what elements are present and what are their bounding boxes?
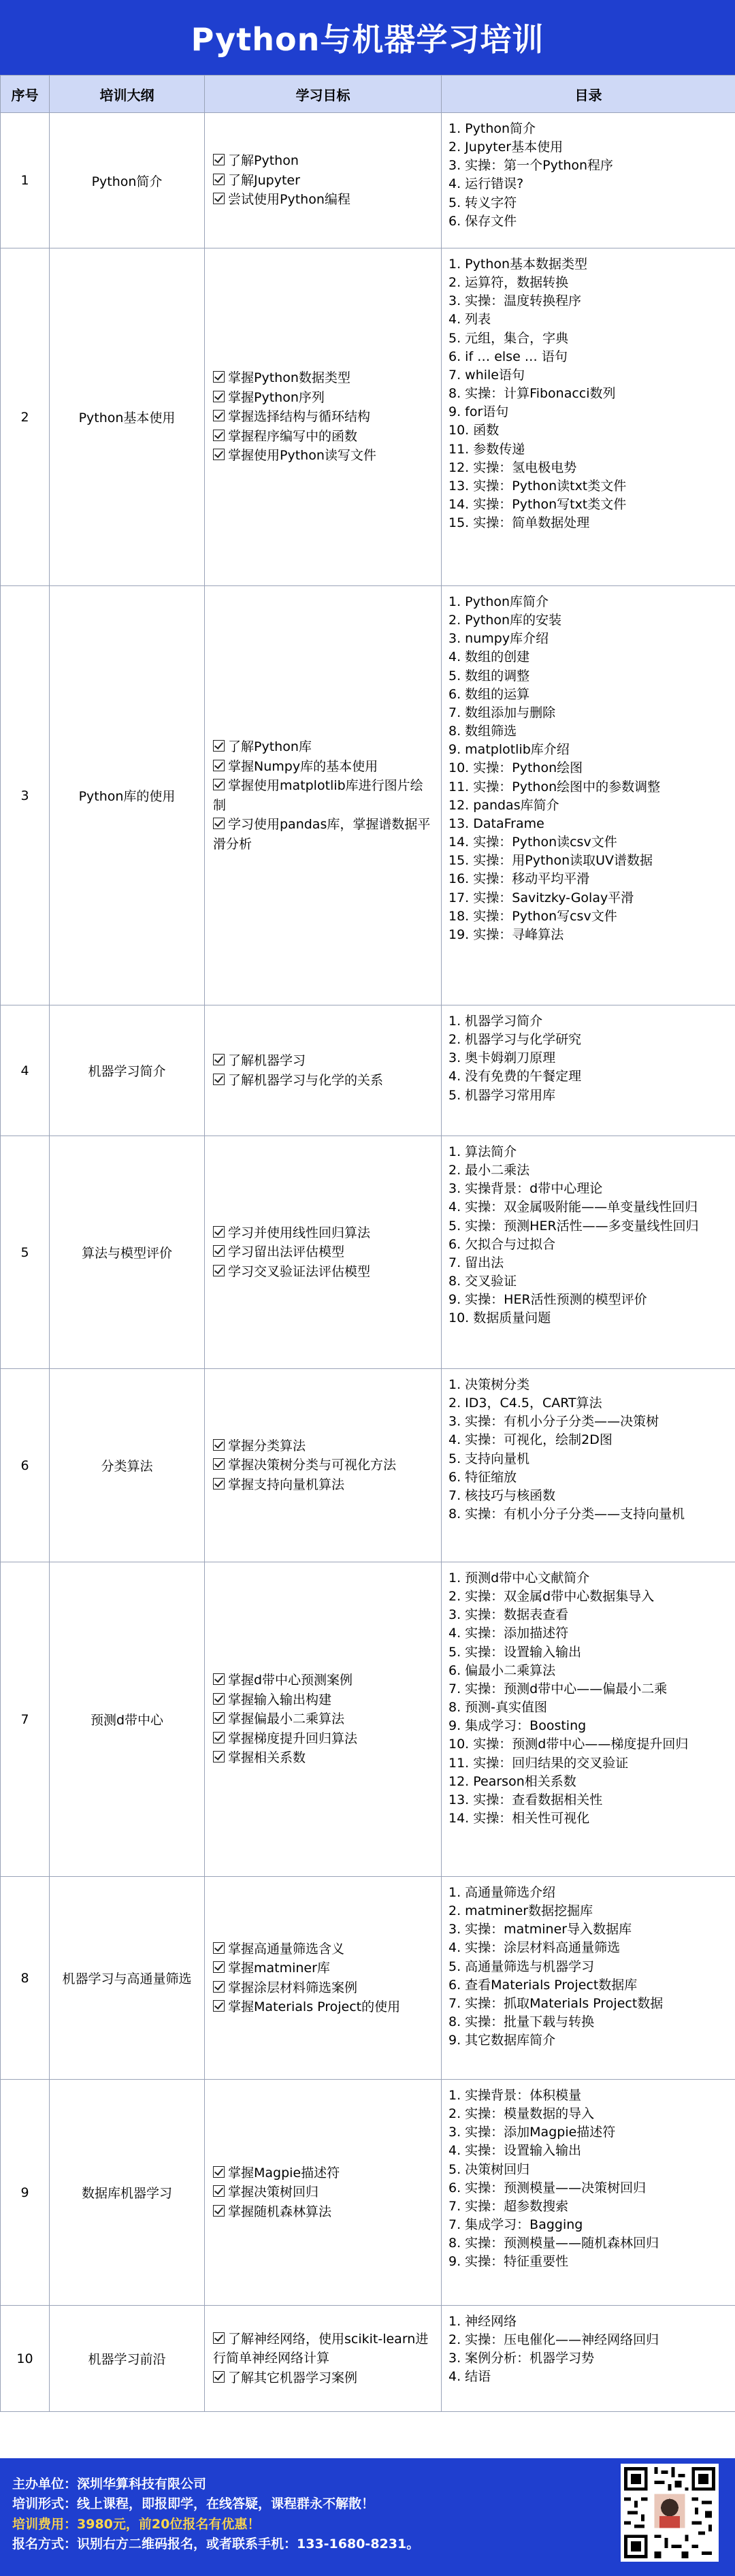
goals-cell (205, 1562, 442, 1877)
topic-item: 10. 实操：Python绘图 (448, 760, 583, 776)
checkbox-icon (213, 1732, 225, 1743)
row-number: 10 (1, 2306, 50, 2412)
checkbox-icon (213, 1245, 225, 1257)
checkbox-icon (213, 1673, 225, 1685)
topic-item: 7. 集成学习：Bagging (448, 2217, 583, 2233)
goal-item (213, 1475, 433, 1495)
topic-item: 8. 数组筛选 (448, 724, 517, 739)
topic-item: 4. 实操：双金属吸附能——单变量线性回归 (448, 1200, 698, 1215)
topic-item: 5. 数组的调整 (448, 668, 530, 683)
outline-cell: Python库的使用 (50, 586, 205, 1005)
topics-cell (442, 1005, 735, 1136)
topic-item: 2. 运算符，数据转换 (448, 275, 569, 291)
goal-text: 了解机器学习 (228, 1053, 306, 1068)
topics-cell (442, 1369, 735, 1562)
checkbox-icon (213, 1751, 225, 1762)
row-number: 6 (1, 1369, 50, 1562)
topic-item: 6. 数组的运算 (448, 686, 530, 702)
table-row (1, 113, 735, 248)
checkbox-icon (213, 410, 225, 421)
goal-item (213, 2183, 433, 2202)
checkbox-icon (213, 2000, 225, 2012)
topic-item: 3. 实操：数据表查看 (448, 1607, 569, 1623)
row-number: 4 (1, 1005, 50, 1136)
topic-item: 5. 实操：设置输入输出 (448, 1644, 582, 1660)
topic-item: 12. Pearson相关系数 (448, 1773, 576, 1789)
topics-cell (442, 248, 735, 586)
row-number: 7 (1, 1562, 50, 1877)
checkbox-icon (213, 1458, 225, 1470)
goal-item (213, 407, 433, 427)
goal-text: 掌握Python数据类型 (228, 370, 350, 386)
checkbox-icon (213, 2185, 225, 2197)
goals-cell (205, 1369, 442, 1562)
topic-item: 5. 实操：预测HER活性——多变量线性回归 (448, 1218, 699, 1234)
goal-text: 掌握Python序列 (228, 389, 325, 405)
qr-code-icon[interactable] (621, 2464, 719, 2562)
topic-item: 1. 算法简介 (448, 1144, 517, 1159)
row-number: 5 (1, 1136, 50, 1369)
topic-item: 13. 实操：查看数据相关性 (448, 1792, 603, 1807)
topic-item: 7. 核技巧与核函数 (448, 1487, 556, 1503)
checkbox-icon (213, 2205, 225, 2217)
topic-item: 1. 预测d带中心文献简介 (448, 1571, 590, 1585)
goal-text: 了解机器学习与化学的关系 (228, 1072, 384, 1088)
topic-item: 5. 机器学习常用库 (448, 1087, 556, 1103)
goals-cell (205, 586, 442, 1005)
goal-text: 了解Python (228, 153, 299, 169)
topic-item: 7. while语句 (448, 367, 525, 383)
topic-item: 7. 实操：预测d带中心——偏最小二乘 (448, 1681, 668, 1696)
checkbox-icon (213, 1981, 225, 1993)
checkbox-icon (213, 1942, 225, 1954)
checkbox-icon (213, 1478, 225, 1490)
outline-cell: Python基本使用 (50, 248, 205, 586)
topic-item: 8. 实操：批量下载与转换 (448, 2014, 595, 2030)
organizer-line: 主办单位：深圳华算科技有限公司 (12, 2477, 207, 2492)
topic-item: 3. numpy库介绍 (448, 631, 549, 647)
topic-item: 2. Jupyter基本使用 (448, 140, 564, 155)
table-row (1, 1005, 735, 1136)
goal-item (213, 815, 433, 854)
topic-item: 1. 实操背景：体积模量 (448, 2088, 582, 2103)
goal-text: 掌握d带中心预测案例 (228, 1673, 353, 1688)
topics-cell (442, 2080, 735, 2306)
topic-item: 7. 实操：超参数搜索 (448, 2198, 569, 2214)
topic-item: 7. 留出法 (448, 1255, 504, 1270)
goal-item (213, 368, 433, 388)
goal-item (213, 737, 433, 757)
topic-item: 1. 机器学习简介 (448, 1014, 543, 1029)
checkbox-icon (213, 1054, 225, 1065)
topic-item: 19. 实操：寻峰算法 (448, 927, 564, 942)
topic-item: 8. 实操：有机小分子分类——支持向量机 (448, 1507, 685, 1522)
topic-item: 9. 实操：特征重要性 (448, 2254, 569, 2270)
topic-item: 3. 实操：第一个Python程序 (448, 158, 614, 174)
header-num: 序号 (1, 76, 50, 113)
table-row (1, 1562, 735, 1877)
topic-item: 11. 参数传递 (448, 441, 525, 457)
checkbox-icon (213, 2332, 225, 2344)
goal-text: 掌握高通量筛选含义 (228, 1941, 345, 1957)
table-row (1, 1136, 735, 1369)
goal-item (213, 1223, 433, 1243)
goal-text: 学习并使用线性回归算法 (228, 1225, 371, 1240)
row-number: 2 (1, 248, 50, 586)
checkbox-icon (213, 1074, 225, 1085)
topics-cell (442, 1877, 735, 2080)
goal-text: 掌握Numpy库的基本使用 (228, 758, 378, 774)
topic-item: 2. matminer数据挖掘库 (448, 1903, 593, 1919)
table-row (1, 2080, 735, 2306)
training-table (0, 75, 735, 2412)
topic-item: 8. 实操：计算Fibonacci数列 (448, 386, 616, 402)
topic-item: 11. 实操：回归结果的交叉验证 (448, 1755, 629, 1771)
table-row (1, 1877, 735, 2080)
goal-item (213, 2202, 433, 2222)
goal-item (213, 1939, 433, 1959)
topic-item: 9. 集成学习：Boosting (448, 1718, 587, 1734)
goals-cell (205, 2306, 442, 2412)
topic-item: 4. 运行错误? (448, 176, 524, 192)
goals-cell (205, 113, 442, 248)
topic-item: 2. ID3，C4.5，CART算法 (448, 1396, 602, 1411)
topic-item: 1. 高通量筛选介绍 (448, 1885, 556, 1900)
row-number: 1 (1, 113, 50, 248)
topic-item: 4. 数组的创建 (448, 649, 530, 665)
topic-item: 8. 交叉验证 (448, 1274, 517, 1289)
header-outline: 培训大纲 (50, 76, 205, 113)
goal-item (213, 1262, 433, 1282)
goal-item (213, 1709, 433, 1729)
goal-text: 掌握分类算法 (228, 1438, 306, 1453)
topic-item: 2. 实操：压电催化——神经网络回归 (448, 2332, 659, 2348)
topic-item: 5. 支持向量机 (448, 1451, 530, 1466)
goal-item (213, 446, 433, 466)
goal-text: 掌握Materials Project的使用 (228, 1999, 401, 2014)
topic-item: 16. 实操：移动平均平滑 (448, 871, 590, 887)
topic-item: 6. 特征缩放 (448, 1469, 517, 1485)
topic-item: 5. 决策树回归 (448, 2161, 530, 2177)
goal-item (213, 171, 433, 191)
topic-item: 9. 实操：HER活性预测的模型评价 (448, 1292, 647, 1308)
topic-item: 4. 实操：可视化，绘制2D图 (448, 1432, 612, 1448)
goal-text: 掌握matminer库 (228, 1961, 330, 1976)
goal-item (213, 2368, 433, 2388)
goal-text: 了解其它机器学习案例 (228, 2370, 358, 2385)
topic-item: 12. 实操：氢电极电势 (448, 460, 577, 475)
goal-text: 掌握偏最小二乘算法 (228, 1711, 345, 1727)
goal-item (213, 1671, 433, 1690)
checkbox-icon (213, 174, 225, 185)
topics-cell (442, 113, 735, 248)
goal-item (213, 1729, 433, 1749)
topic-item: 2. 最小二乘法 (448, 1163, 530, 1178)
goal-item (213, 1997, 433, 2017)
outline-cell: 机器学习前沿 (50, 2306, 205, 2412)
goals-cell (205, 2080, 442, 2306)
topic-item: 4. 实操：设置输入输出 (448, 2143, 582, 2159)
topic-item: 2. Python库的安装 (448, 613, 562, 628)
checkbox-icon (213, 430, 225, 441)
checkbox-icon (213, 371, 225, 383)
goal-text: 掌握程序编写中的函数 (228, 428, 358, 444)
fee-line: 培训费用：3980元，前20位报名有优惠！ (12, 2516, 261, 2532)
goal-text: 掌握决策树回归 (228, 2185, 319, 2200)
topic-item: 6. 实操：预测模量——决策树回归 (448, 2180, 647, 2195)
goal-item (213, 757, 433, 777)
row-number: 9 (1, 2080, 50, 2306)
goal-item (213, 190, 433, 210)
goal-text: 掌握使用matplotlib库进行图片绘制 (213, 778, 423, 813)
goal-text: 了解Python库 (228, 739, 312, 754)
goal-item (213, 388, 433, 408)
topic-item: 5. 高通量筛选与机器学习 (448, 1959, 595, 1974)
topic-item: 6. 保存文件 (448, 213, 517, 229)
goals-cell (205, 1877, 442, 2080)
goal-item (213, 776, 433, 815)
topic-item: 18. 实操：Python写csv文件 (448, 908, 617, 924)
topic-item: 3. 案例分析：机器学习势 (448, 2351, 595, 2366)
checkbox-icon (213, 193, 225, 204)
goal-text: 学习交叉验证法评估模型 (228, 1263, 371, 1279)
topic-item: 9. for语句 (448, 404, 509, 420)
topic-item: 2. 实操：双金属d带中心数据集导入 (448, 1589, 655, 1605)
checkbox-icon (213, 1712, 225, 1724)
topic-item: 3. 实操背景：d带中心理论 (448, 1181, 603, 1197)
topic-item: 12. pandas库简介 (448, 797, 559, 813)
checkbox-icon (213, 449, 225, 460)
topic-item: 10. 函数 (448, 423, 500, 438)
checkbox-icon (213, 1693, 225, 1705)
goal-item (213, 1051, 433, 1071)
checkbox-icon (213, 1439, 225, 1451)
topic-item: 1. Python基本数据类型 (448, 257, 588, 272)
goal-text: 尝试使用Python编程 (228, 192, 350, 208)
topic-item: 7. 数组添加与删除 (448, 705, 556, 720)
topic-item: 14. 实操：Python读csv文件 (448, 835, 617, 850)
topics-cell (442, 586, 735, 1005)
signup-line: 报名方式：识别右方二维码报名，或者联系手机：133-1680-8231。 (12, 2537, 420, 2552)
header-topics: 目录 (442, 76, 735, 113)
topic-item: 1. Python简介 (448, 121, 536, 136)
goal-text: 掌握相关系数 (228, 1750, 306, 1766)
topic-item: 13. DataFrame (448, 816, 544, 831)
goal-item (213, 1436, 433, 1456)
outline-cell: 数据库机器学习 (50, 2080, 205, 2306)
goal-item (213, 1959, 433, 1978)
goal-text: 掌握使用Python读写文件 (228, 448, 376, 464)
footer (0, 2458, 735, 2576)
checkbox-icon (213, 740, 225, 752)
topics-cell (442, 1136, 735, 1369)
outline-cell: 预测d带中心 (50, 1562, 205, 1877)
topic-item: 13. 实操：Python读txt类文件 (448, 478, 627, 494)
header-goals: 学习目标 (205, 76, 442, 113)
topic-item: 3. 实操：添加Magpie描述符 (448, 2125, 616, 2140)
topic-item: 4. 列表 (448, 312, 491, 327)
goal-text: 掌握选择结构与循环结构 (228, 409, 371, 425)
topic-item: 6. 欠拟合与过拟合 (448, 1236, 556, 1252)
topic-item: 14. 实操：Python写txt类文件 (448, 497, 627, 513)
goal-item (213, 1748, 433, 1768)
topic-item: 3. 实操：matminer导入数据库 (448, 1922, 632, 1937)
topic-item: 1. 决策树分类 (448, 1377, 530, 1392)
outline-cell: 机器学习与高通量筛选 (50, 1877, 205, 2080)
checkbox-icon (213, 760, 225, 771)
checkbox-icon (213, 1265, 225, 1276)
goal-text: 学习使用pandas库，掌握谱数据平滑分析 (213, 817, 431, 852)
checkbox-icon (213, 1226, 225, 1238)
goal-text: 掌握涂层材料筛选案例 (228, 1980, 358, 1995)
topic-item: 3. 奥卡姆剃刀原理 (448, 1050, 556, 1066)
goal-item (213, 2330, 433, 2368)
page-title: Python与机器学习培训 (191, 21, 544, 58)
topic-item: 9. 其它数据库简介 (448, 2033, 556, 2048)
goal-item (213, 427, 433, 447)
table-row (1, 2306, 735, 2412)
goal-item (213, 1455, 433, 1475)
topic-item: 4. 实操：涂层材料高通量筛选 (448, 1940, 621, 1956)
goal-text: 掌握支持向量机算法 (228, 1477, 345, 1492)
goals-cell (205, 1136, 442, 1369)
goal-text: 了解神经网络，使用scikit-learn进行简单神经网络计算 (213, 2331, 429, 2366)
checkbox-icon (213, 2371, 225, 2383)
goal-item (213, 1242, 433, 1262)
topic-item: 7. 实操：抓取Materials Project数据 (448, 1995, 664, 2011)
row-number: 8 (1, 1877, 50, 2080)
checkbox-icon (213, 1961, 225, 1973)
checkbox-icon (213, 818, 225, 829)
topic-item: 6. 偏最小二乘算法 (448, 1662, 556, 1678)
topic-item: 15. 实操：简单数据处理 (448, 515, 590, 531)
topic-item: 6. if … else … 语句 (448, 349, 568, 364)
outline-cell: Python简介 (50, 113, 205, 248)
topic-item: 5. 转义字符 (448, 195, 517, 210)
checkbox-icon (213, 391, 225, 402)
outline-cell: 机器学习简介 (50, 1005, 205, 1136)
topic-item: 10. 实操：预测d带中心——梯度提升回归 (448, 1737, 689, 1752)
goal-text: 掌握梯度提升回归算法 (228, 1730, 358, 1746)
topic-item: 11. 实操：Python绘图中的参数调整 (448, 779, 661, 794)
topics-cell (442, 1562, 735, 1877)
goal-text: 了解Jupyter (228, 172, 300, 188)
topic-item: 5. 元组，集合，字典 (448, 330, 569, 346)
topics-cell (442, 2306, 735, 2412)
topic-item: 6. 查看Materials Project数据库 (448, 1977, 638, 1993)
topic-item: 4. 实操：添加描述符 (448, 1626, 569, 1641)
table-header-row (1, 76, 735, 113)
goal-text: 掌握输入输出构建 (228, 1692, 332, 1707)
checkbox-icon (213, 154, 225, 165)
outline-cell: 算法与模型评价 (50, 1136, 205, 1369)
goal-text: 掌握决策树分类与可视化方法 (228, 1458, 397, 1473)
goal-item (213, 1978, 433, 1998)
topic-item: 3. 实操：有机小分子分类——决策树 (448, 1414, 659, 1430)
topic-item: 1. Python库简介 (448, 594, 549, 609)
goal-item (213, 2163, 433, 2183)
table-row (1, 1369, 735, 1562)
topic-item: 2. 机器学习与化学研究 (448, 1032, 582, 1048)
goal-item (213, 151, 433, 171)
table-row (1, 248, 735, 586)
goals-cell (205, 248, 442, 586)
footer-info (12, 2475, 419, 2555)
topic-item: 1. 神经网络 (448, 2314, 517, 2329)
goals-cell (205, 1005, 442, 1136)
title-banner (0, 0, 735, 75)
format-line: 培训形式：线上课程，即报即学，在线答疑，课程群永不解散！ (12, 2496, 375, 2512)
topic-item: 9. matplotlib库介绍 (448, 742, 570, 758)
goal-text: 学习留出法评估模型 (228, 1244, 345, 1260)
topic-item: 8. 预测-真实值图 (448, 1700, 548, 1716)
checkbox-icon (213, 2166, 225, 2178)
goal-item (213, 1071, 433, 1091)
topic-item: 14. 实操：相关性可视化 (448, 1811, 590, 1826)
row-number: 3 (1, 586, 50, 1005)
topic-item: 4. 没有免费的午餐定理 (448, 1069, 582, 1084)
topic-item: 2. 实操：模量数据的导入 (448, 2106, 595, 2122)
topic-item: 4. 结语 (448, 2369, 491, 2385)
topic-item: 15. 实操：用Python读取UV谱数据 (448, 853, 653, 869)
topic-item: 10. 数据质量问题 (448, 1310, 551, 1326)
topic-item: 3. 实操：温度转换程序 (448, 293, 582, 309)
checkbox-icon (213, 779, 225, 790)
outline-cell: 分类算法 (50, 1369, 205, 1562)
goal-item (213, 1690, 433, 1710)
table-row (1, 586, 735, 1005)
goal-text: 掌握随机森林算法 (228, 2204, 332, 2219)
topic-item: 17. 实操：Savitzky-Golay平滑 (448, 890, 634, 905)
goal-text: 掌握Magpie描述符 (228, 2165, 340, 2180)
topic-item: 8. 实操：预测模量——随机森林回归 (448, 2236, 659, 2251)
